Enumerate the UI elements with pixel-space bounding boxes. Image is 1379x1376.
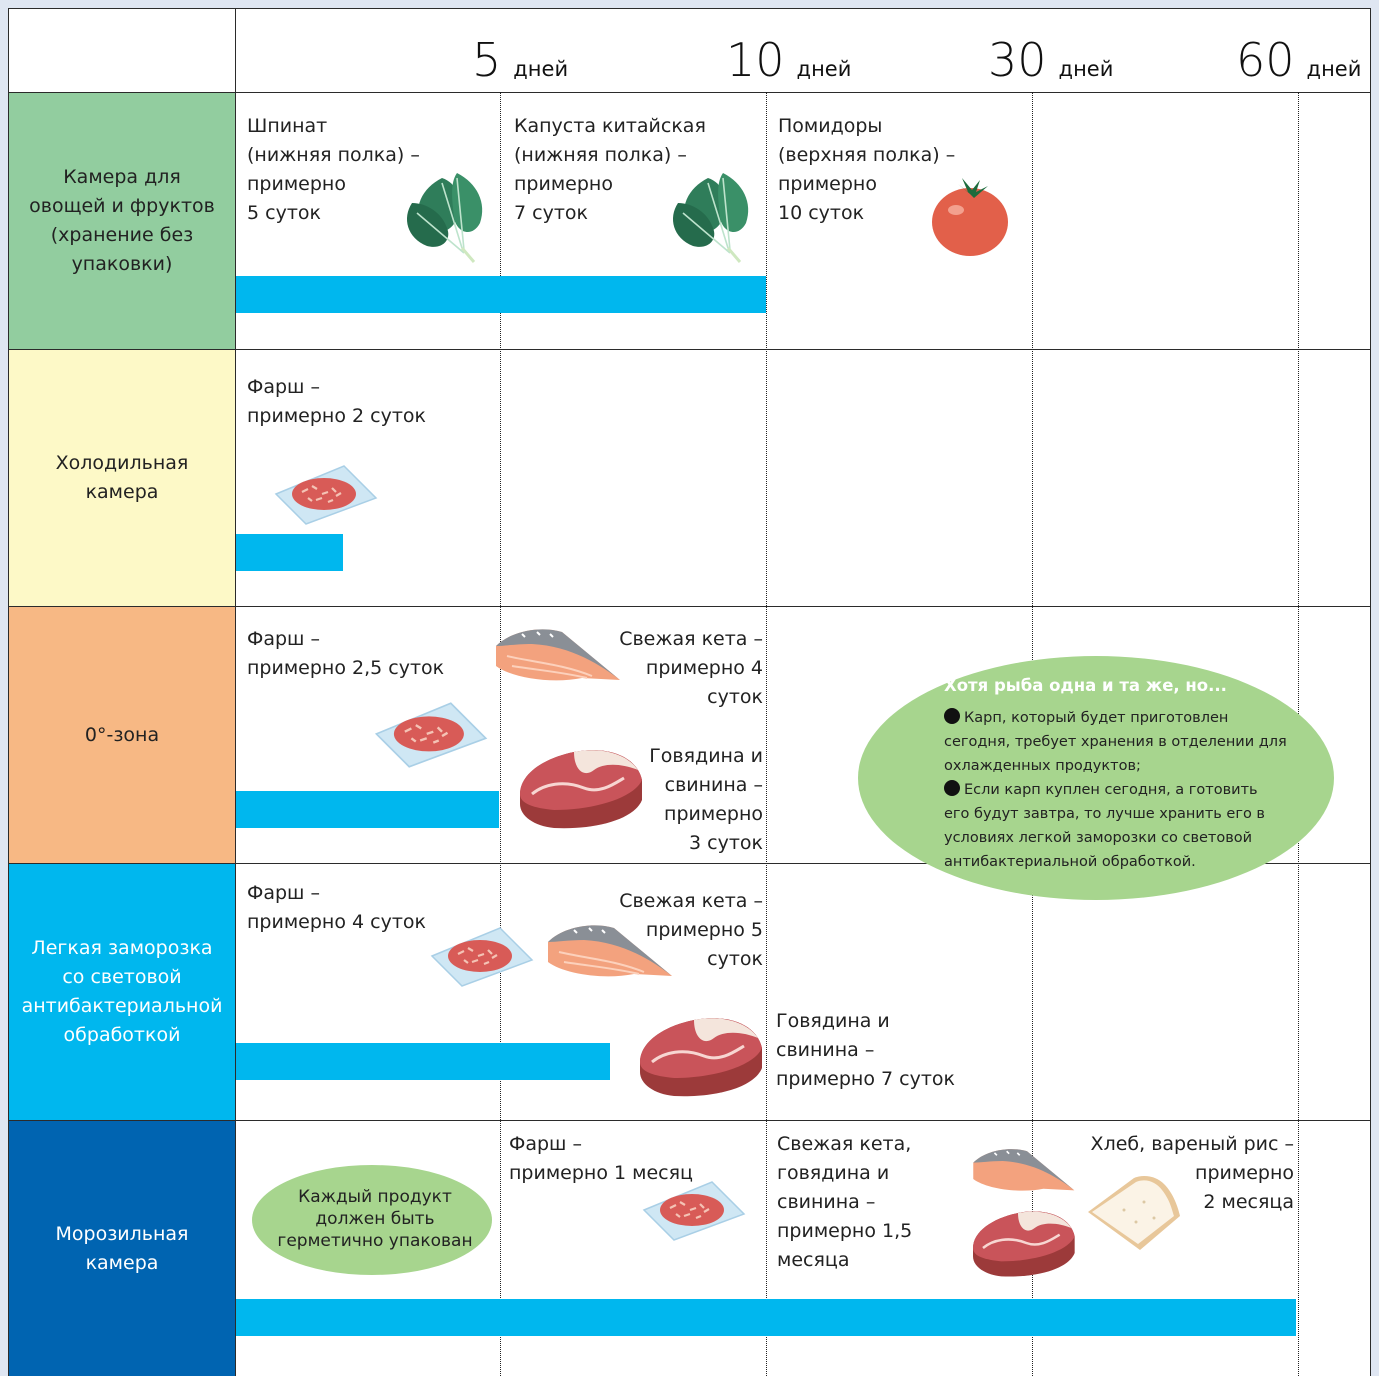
item-mince-fridge: Фарш – примерно 2 суток (247, 376, 426, 427)
bread-icon (1084, 1172, 1184, 1254)
header-5-days: 5 дней (472, 33, 569, 87)
item-salmon-zero: Свежая кета – примерно 4 суток (619, 628, 763, 708)
item-chinese-cabbage: Капуста китайская (нижняя полка) – примерно 7 суток (514, 115, 706, 224)
freezer-note-text: Каждый продукт должен быть герметично упакован (277, 1187, 473, 1251)
header-30-days: 30 дней (988, 33, 1114, 87)
spinach-icon (668, 168, 760, 264)
bullet-icon (944, 708, 960, 724)
salmon-icon (544, 922, 674, 980)
meat-steak-icon (968, 1206, 1078, 1280)
info-bubble-item-2: Если карп куплен сегодня, а готовить его будут завтра, то лучше хранить его в условиях легкой заморозки со световой антибактериальной обработкой. (944, 782, 1265, 870)
spinach-icon (402, 168, 494, 264)
salmon-icon (492, 626, 622, 684)
minced-meat-icon (428, 926, 534, 988)
row-label-freezer: Морозильная камера (9, 1121, 235, 1376)
minced-meat-icon (272, 464, 378, 526)
duration-bar-light-freeze (236, 1043, 610, 1080)
info-bubble-title: Хотя рыба одна и та же, но... (944, 676, 1227, 695)
gridline-10-days (766, 92, 767, 1376)
duration-bar-freezer (236, 1299, 1296, 1336)
row-divider (8, 606, 1371, 607)
tomato-icon (928, 176, 1012, 258)
duration-bar-vegetables (236, 276, 766, 313)
duration-bar-zero-zone (236, 791, 499, 828)
meat-steak-icon (634, 1012, 766, 1100)
row-label-vegetables: Камера для овощей и фруктов (хранение без упаковки) (9, 93, 235, 349)
minced-meat-icon (640, 1180, 746, 1242)
item-bread-rice-freezer: Хлеб, вареный рис – примерно 2 месяца (1090, 1133, 1294, 1213)
item-spinach: Шпинат (нижняя полка) – примерно 5 суток (247, 115, 420, 224)
item-meat-light: Говядина и свинина – примерно 7 суток (776, 1010, 955, 1090)
bullet-icon (944, 780, 960, 796)
label-column-divider (235, 8, 236, 1376)
info-bubble-item-1: Карп, который будет приготовлен сегодня, требует хранения в отделении для охлажденных продуктов; (944, 710, 1287, 774)
item-mince-zero: Фарш – примерно 2,5 суток (247, 628, 445, 679)
header-10-days: 10 дней (726, 33, 852, 87)
item-mince-light: Фарш – примерно 4 суток (247, 882, 426, 933)
row-label-zero-zone: 0°-зона (9, 607, 235, 863)
minced-meat-icon (372, 700, 488, 770)
item-salmon-light: Свежая кета – примерно 5 суток (619, 890, 763, 970)
row-divider (8, 1120, 1371, 1121)
item-tomatoes: Помидоры (верхняя полка) – примерно 10 суток (778, 115, 956, 224)
row-label-fridge: Холодильная камера (9, 350, 235, 606)
item-mince-freezer: Фарш – примерно 1 месяц (509, 1133, 693, 1184)
row-divider (8, 349, 1371, 350)
meat-steak-icon (514, 744, 646, 832)
duration-bar-fridge (236, 534, 343, 571)
salmon-icon (970, 1146, 1076, 1194)
item-salmon-meat-freezer: Свежая кета, говядина и свинина – примерно 1,5 месяца (777, 1133, 913, 1271)
row-label-light-freeze: Легкая заморозка со световой антибактериальной обработкой (9, 864, 235, 1120)
row-divider (8, 92, 1371, 93)
item-meat-zero: Говядина и свинина – примерно 3 суток (649, 745, 763, 854)
header-60-days: 60 дней (1236, 33, 1362, 87)
